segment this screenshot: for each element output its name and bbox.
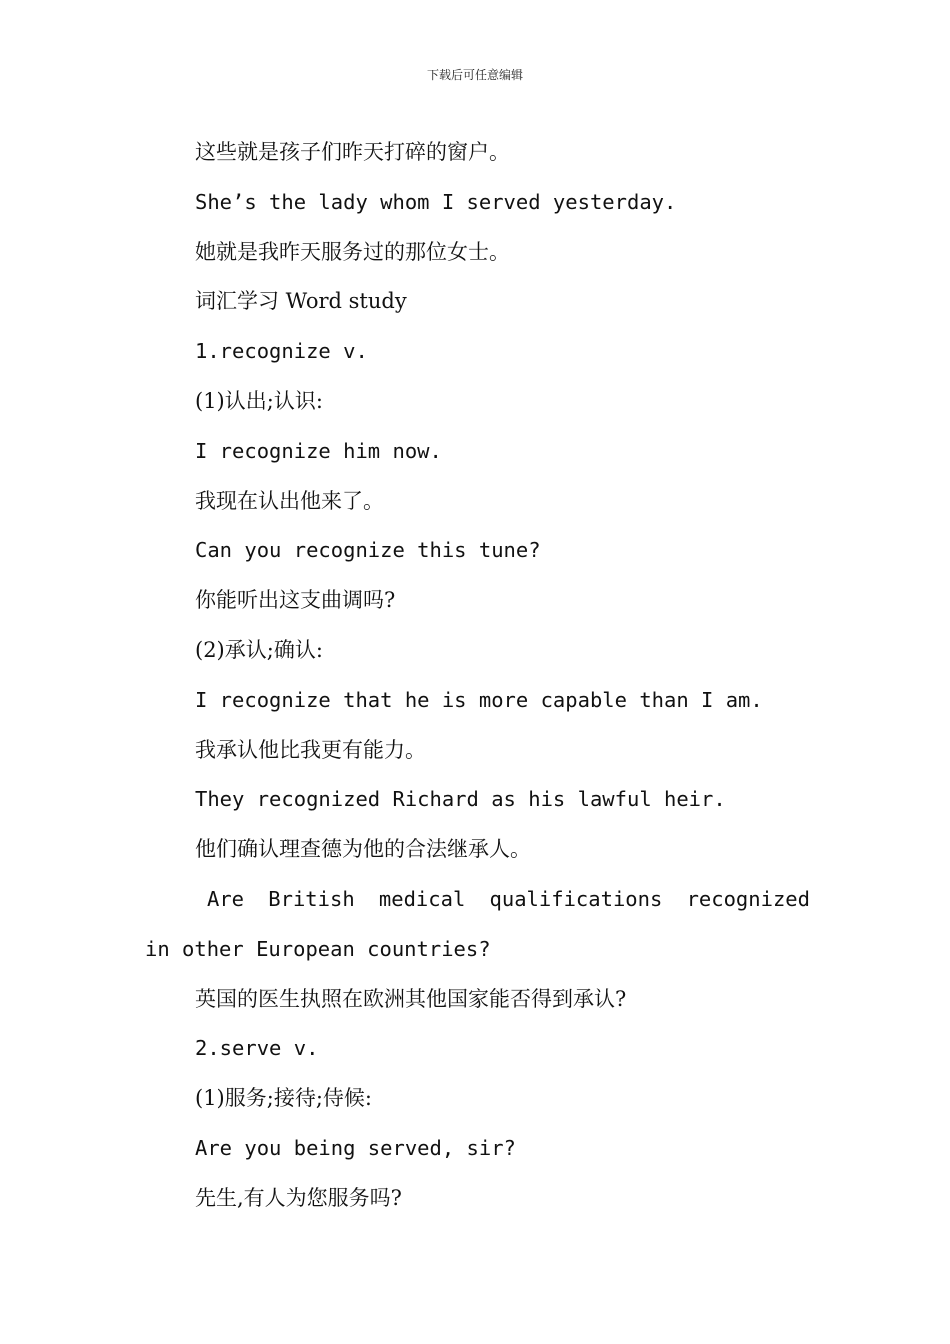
example-translation: 我承认他比我更有能力。 [195, 737, 426, 762]
section-heading: 词汇学习 Word study [195, 289, 407, 314]
sense-label: (1)认出;认识: [195, 388, 323, 413]
page-header: 下载后可任意编辑 [426, 68, 523, 82]
paragraph-line: 她就是我昨天服务过的那位女士。 [195, 239, 510, 264]
paragraph-line: 这些就是孩子们昨天打碎的窗户。 [195, 140, 510, 164]
vocab-entry-heading: 2.serve v. [195, 1036, 319, 1061]
paragraph-line: She’s the lady whom I served yesterday. [195, 189, 677, 214]
example-sentence: I recognize him now. [195, 438, 442, 463]
example-translation: 你能听出这支曲调吗? [195, 588, 396, 613]
example-translation: 我现在认出他来了。 [195, 488, 384, 513]
example-sentence-continuation: in other European countries? [145, 936, 491, 961]
sense-label: (1)服务;接待;侍候: [195, 1086, 372, 1111]
vocab-entry-heading: 1.recognize v. [195, 339, 368, 364]
example-translation: 先生,有人为您服务吗? [195, 1185, 402, 1210]
example-sentence: Are British medical qualifications recognized [207, 886, 810, 911]
example-sentence: Can you recognize this tune? [195, 538, 541, 563]
document-body [145, 128, 810, 1224]
example-translation: 英国的医生执照在欧洲其他国家能否得到承认? [195, 986, 627, 1011]
example-sentence: They recognized Richard as his lawful heir. [195, 787, 726, 812]
example-sentence: Are you being served, sir? [195, 1135, 516, 1160]
sense-label: (2)承认;确认: [195, 637, 323, 662]
example-sentence: I recognize that he is more capable than I am. [195, 687, 763, 712]
example-translation: 他们确认理查德为他的合法继承人。 [195, 837, 531, 862]
